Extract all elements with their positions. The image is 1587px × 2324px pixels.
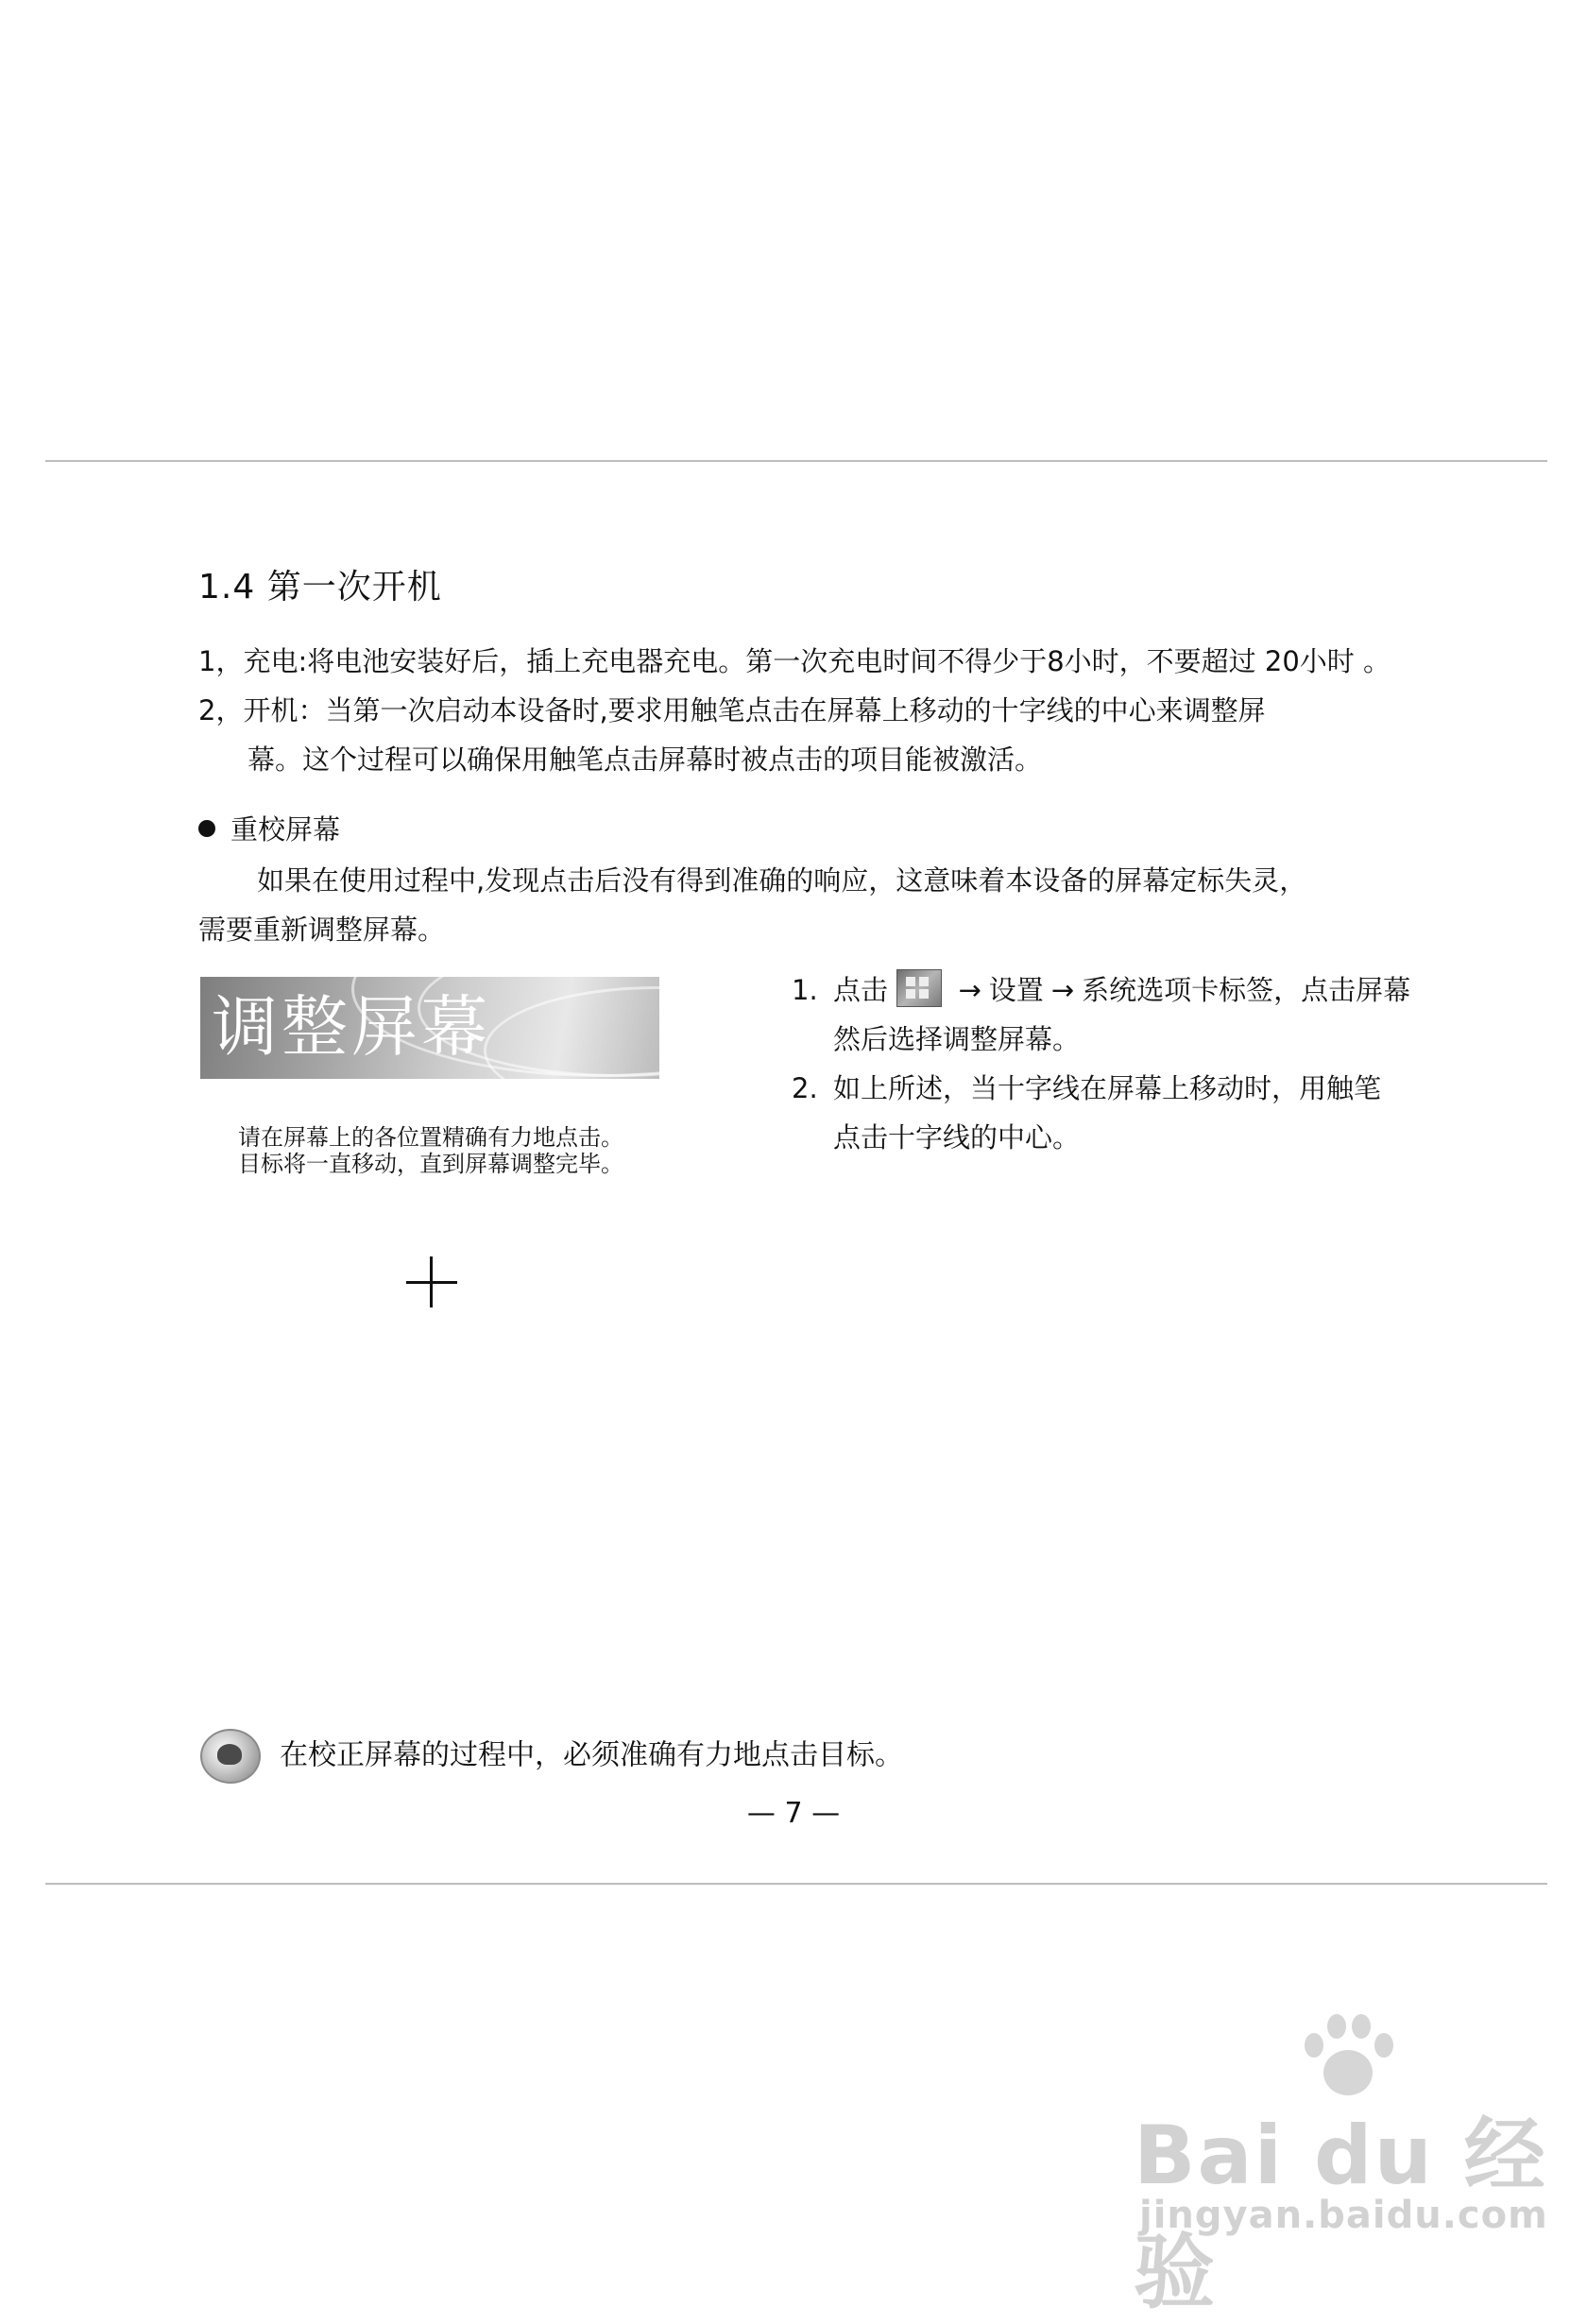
- step-1-text-after: 系统选项卡标签，点击屏幕: [1082, 974, 1411, 1006]
- arrow-icon: →: [958, 974, 981, 1006]
- note-text: 在校正屏幕的过程中，必须准确有力地点击目标。: [280, 1738, 903, 1772]
- arrow-icon: →: [1050, 974, 1075, 1006]
- top-rule: [45, 460, 1547, 462]
- paw-logo-icon: [1299, 2012, 1393, 2099]
- windows-start-icon: [896, 969, 942, 1007]
- watermark-brand: Bai du 经验: [1134, 2109, 1547, 2320]
- step-2-line1: [792, 1064, 1381, 1113]
- bullet-heading-text: 重校屏幕: [230, 813, 341, 846]
- calibration-screen-banner: [200, 977, 659, 1079]
- crosshair-target-icon: [406, 1256, 457, 1307]
- bottom-rule: [45, 1883, 1547, 1885]
- page-number: — 7 —: [746, 1797, 841, 1830]
- note: [200, 1729, 903, 1784]
- paragraph-power-on-line1: 2，开机：当第一次启动本设备时,要求用触笔点击在屏幕上移动的十字线的中心来调整屏: [198, 694, 1266, 726]
- step-1-text: 点击: [833, 974, 889, 1006]
- watermark-domain: jingyan.baidu.com: [1139, 2194, 1548, 2237]
- step-2-text: 如上所述，当十字线在屏幕上移动时，用触笔: [833, 1072, 1382, 1104]
- step-2-line2: 点击十字线的中心。: [833, 1121, 1081, 1153]
- step-1-line1: [792, 965, 1410, 1015]
- bullet-dot-icon: [198, 820, 215, 837]
- baidu-watermark: [1115, 2012, 1549, 2320]
- bullet-body-line1: 如果在使用过程中,发现点击后没有得到准确的响应，这意味着本设备的屏幕定标失灵，: [257, 864, 1307, 897]
- section-title: 1.4 第一次开机: [198, 568, 442, 607]
- step-2-number: 2.: [792, 1072, 818, 1104]
- bullet-heading: [198, 805, 340, 854]
- paragraph-power-on-line2: 幕。这个过程可以确保用触笔点击屏幕时被点击的项目能被激活。: [247, 743, 1043, 776]
- step-1-number: 1.: [792, 974, 818, 1006]
- paragraph-charging: 1，充电:将电池安装好后，插上充电器充电。第一次充电时间不得少于8小时，不要超过 20小时 。: [198, 645, 1391, 677]
- banner-title: 调整屏幕: [212, 988, 491, 1066]
- note-hand-icon: [200, 1729, 261, 1784]
- step-1-settings: 设置: [988, 974, 1044, 1006]
- step-1-line2: 然后选择调整屏幕。: [833, 1023, 1081, 1055]
- calibration-instruction: 请在屏幕上的各位置精确有力地点击。目标将一直移动，直到屏幕调整完毕。: [238, 1124, 623, 1177]
- bullet-body-line2: 需要重新调整屏幕。: [198, 914, 446, 946]
